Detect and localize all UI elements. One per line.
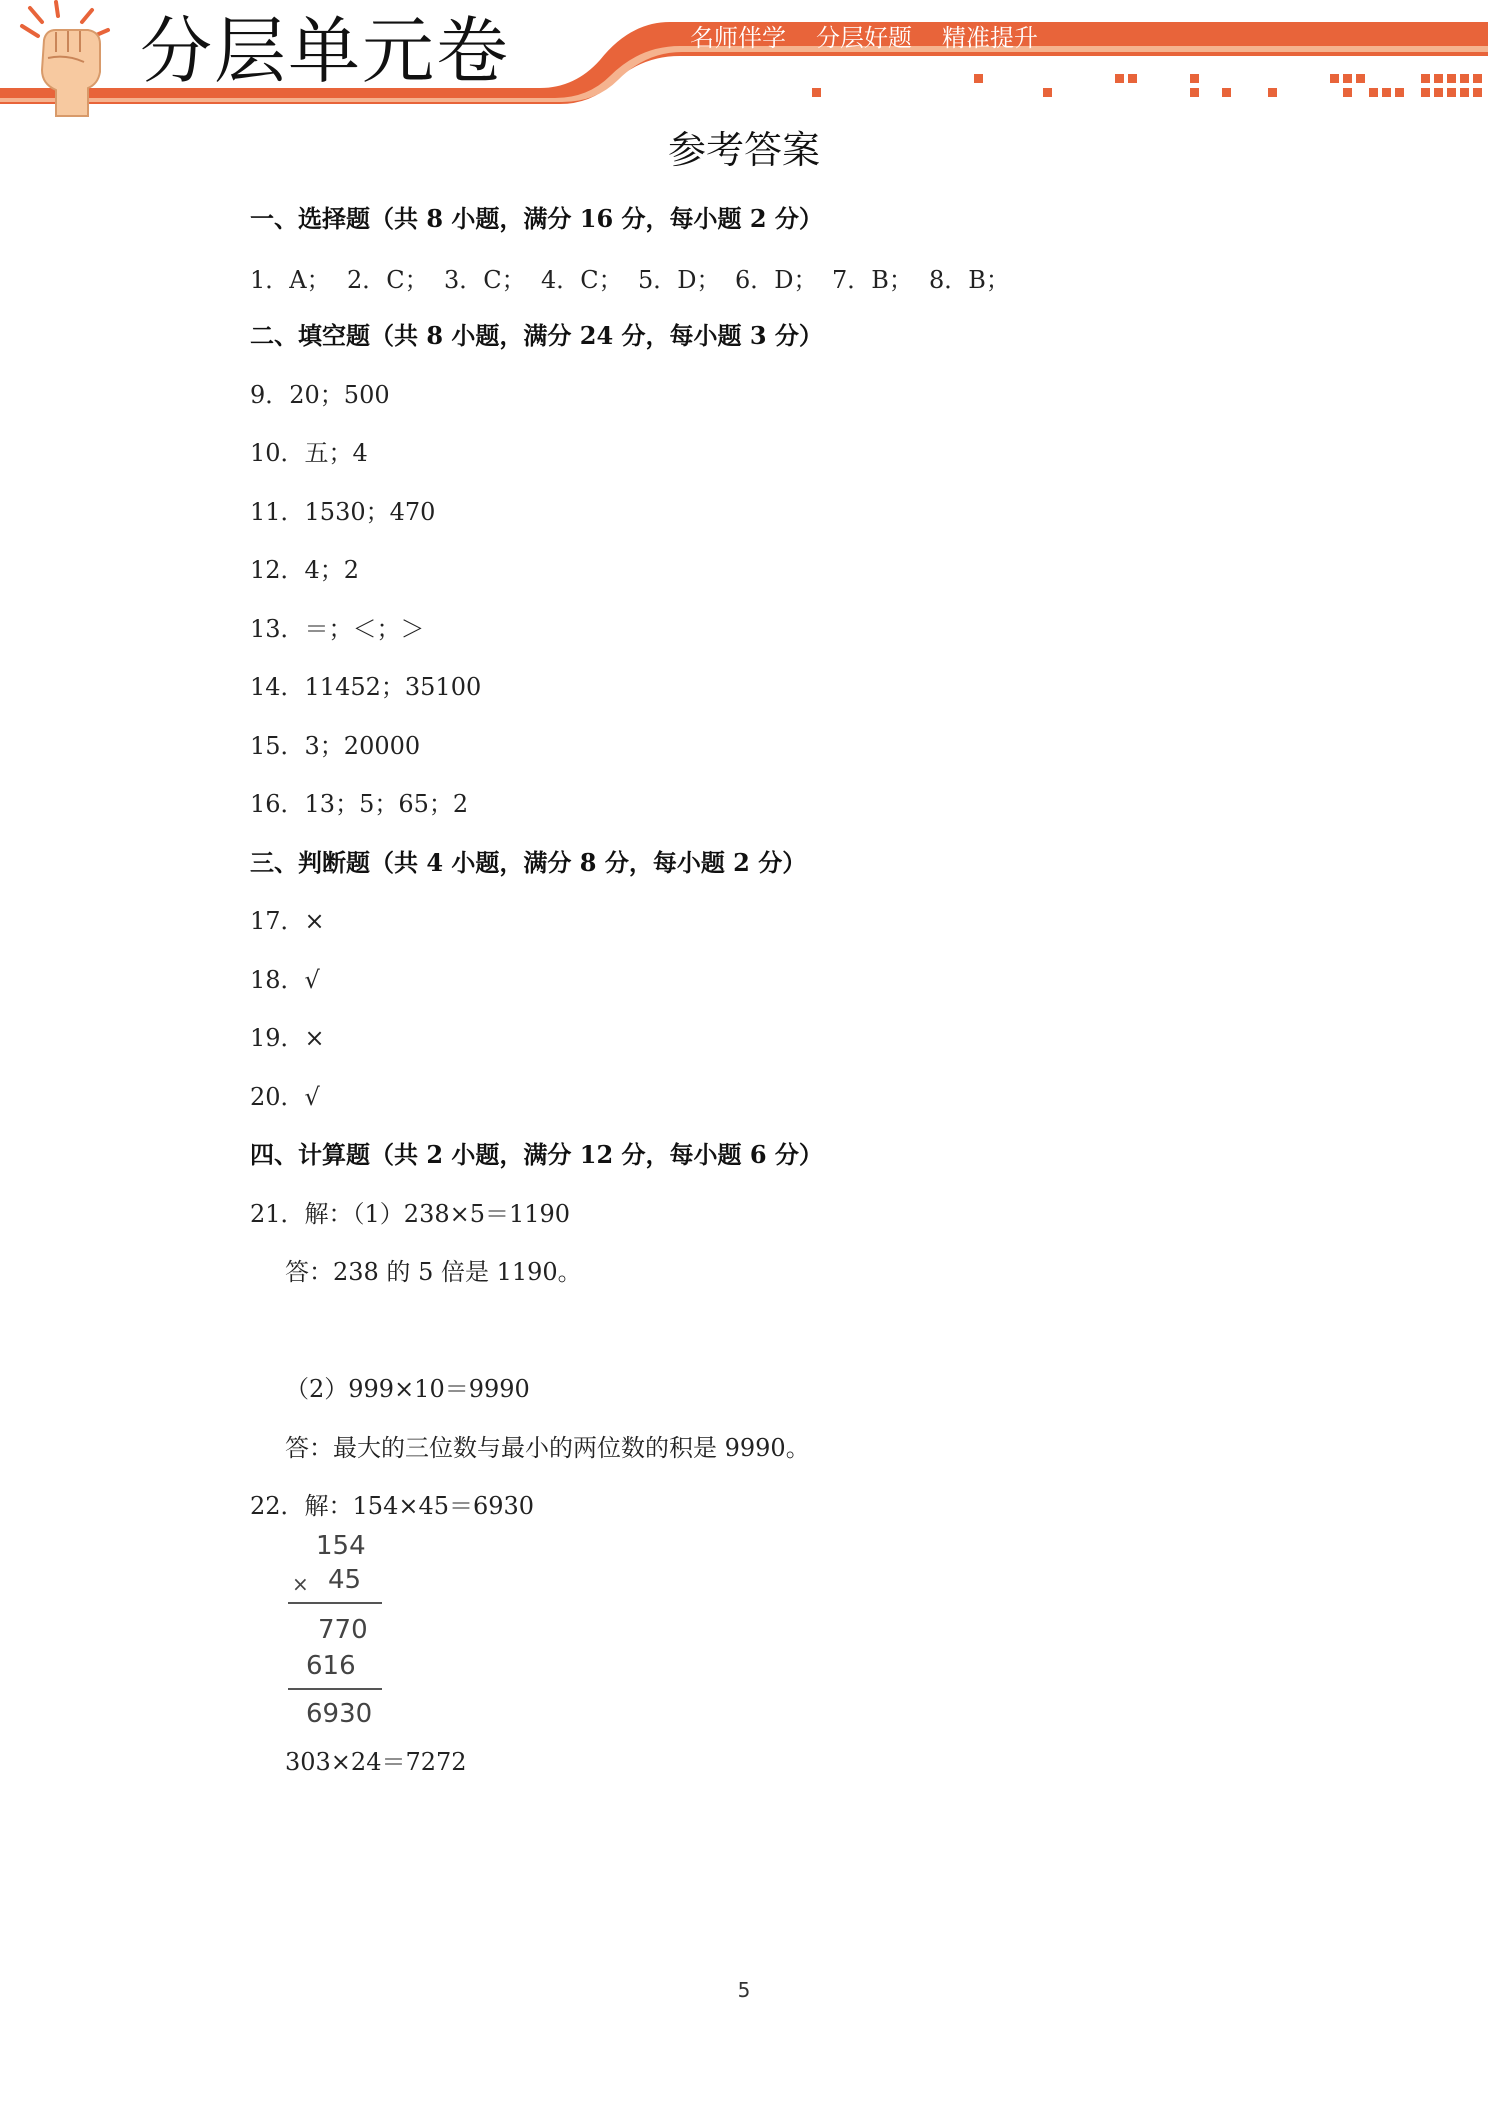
partial-product-2: 616 — [306, 1651, 356, 1681]
slogan-2: 分层好题 — [816, 24, 912, 52]
final-product: 6930 — [306, 1699, 373, 1729]
answer-line: 13．＝；＜；＞ — [250, 615, 425, 643]
section-heading-choice: 一、选择题（共 8 小题，满分 16 分，每小题 2 分） — [250, 204, 823, 233]
answer-line: 11．1530；470 — [250, 498, 436, 526]
section-heading-calc: 四、计算题（共 2 小题，满分 12 分，每小题 6 分） — [250, 1140, 823, 1169]
page-number: 5 — [737, 1978, 751, 2002]
partial-product-1: 770 — [318, 1615, 368, 1645]
answer-line: 18．√ — [250, 966, 320, 994]
section-heading-judge: 三、判断题（共 4 小题，满分 8 分，每小题 2 分） — [250, 848, 807, 877]
choice-answer: 7．B； — [832, 266, 913, 294]
choice-answer: 1．A； — [250, 266, 331, 294]
answer-line: 答：最大的三位数与最小的两位数的积是 9990。 — [285, 1434, 810, 1462]
multiplier: 45 — [328, 1565, 362, 1595]
choice-answer: 6．D； — [735, 266, 818, 294]
choice-answer: 8．B； — [929, 266, 1010, 294]
fist-hand-icon — [8, 0, 128, 118]
brand-title: 分层单元卷 — [140, 9, 511, 93]
answer-line: 19．× — [250, 1024, 325, 1052]
answer-line: 12．4；2 — [250, 556, 360, 584]
answer-line: 17．× — [250, 907, 325, 935]
answer-line: 15．3；20000 — [250, 732, 421, 760]
answer-line: 303×24＝7272 — [285, 1748, 467, 1776]
multiply-sign: × — [292, 1572, 309, 1596]
answer-line: 22．解：154×45＝6930 — [250, 1492, 535, 1520]
slogan-3: 精准提升 — [942, 24, 1038, 52]
answer-line: 20．√ — [250, 1083, 320, 1111]
choice-answer: 3．C； — [444, 266, 526, 294]
answer-line: 答：238 的 5 倍是 1190。 — [285, 1258, 582, 1286]
answer-line: 10．五；4 — [250, 439, 368, 467]
section-heading-fill: 二、填空题（共 8 小题，满分 24 分，每小题 3 分） — [250, 321, 823, 350]
answer-line: 9．20；500 — [250, 381, 390, 409]
vertical-multiplication — [280, 1530, 390, 1740]
answer-line: 14．11452；35100 — [250, 673, 482, 701]
choice-answer: 2．C； — [347, 266, 429, 294]
divider-line — [288, 1688, 382, 1690]
choice-answer: 5．D； — [638, 266, 721, 294]
header-banner — [0, 0, 1488, 120]
answer-line: （2）999×10＝9990 — [285, 1375, 530, 1403]
answer-line: 16．13；5；65；2 — [250, 790, 469, 818]
page-title: 参考答案 — [667, 128, 820, 172]
divider-line — [288, 1602, 382, 1604]
choice-answer: 4．C； — [541, 266, 623, 294]
answer-line: 21．解：（1）238×5＝1190 — [250, 1200, 571, 1228]
multiplicand: 154 — [316, 1531, 366, 1561]
slogan-1: 名师伴学 — [690, 24, 786, 52]
